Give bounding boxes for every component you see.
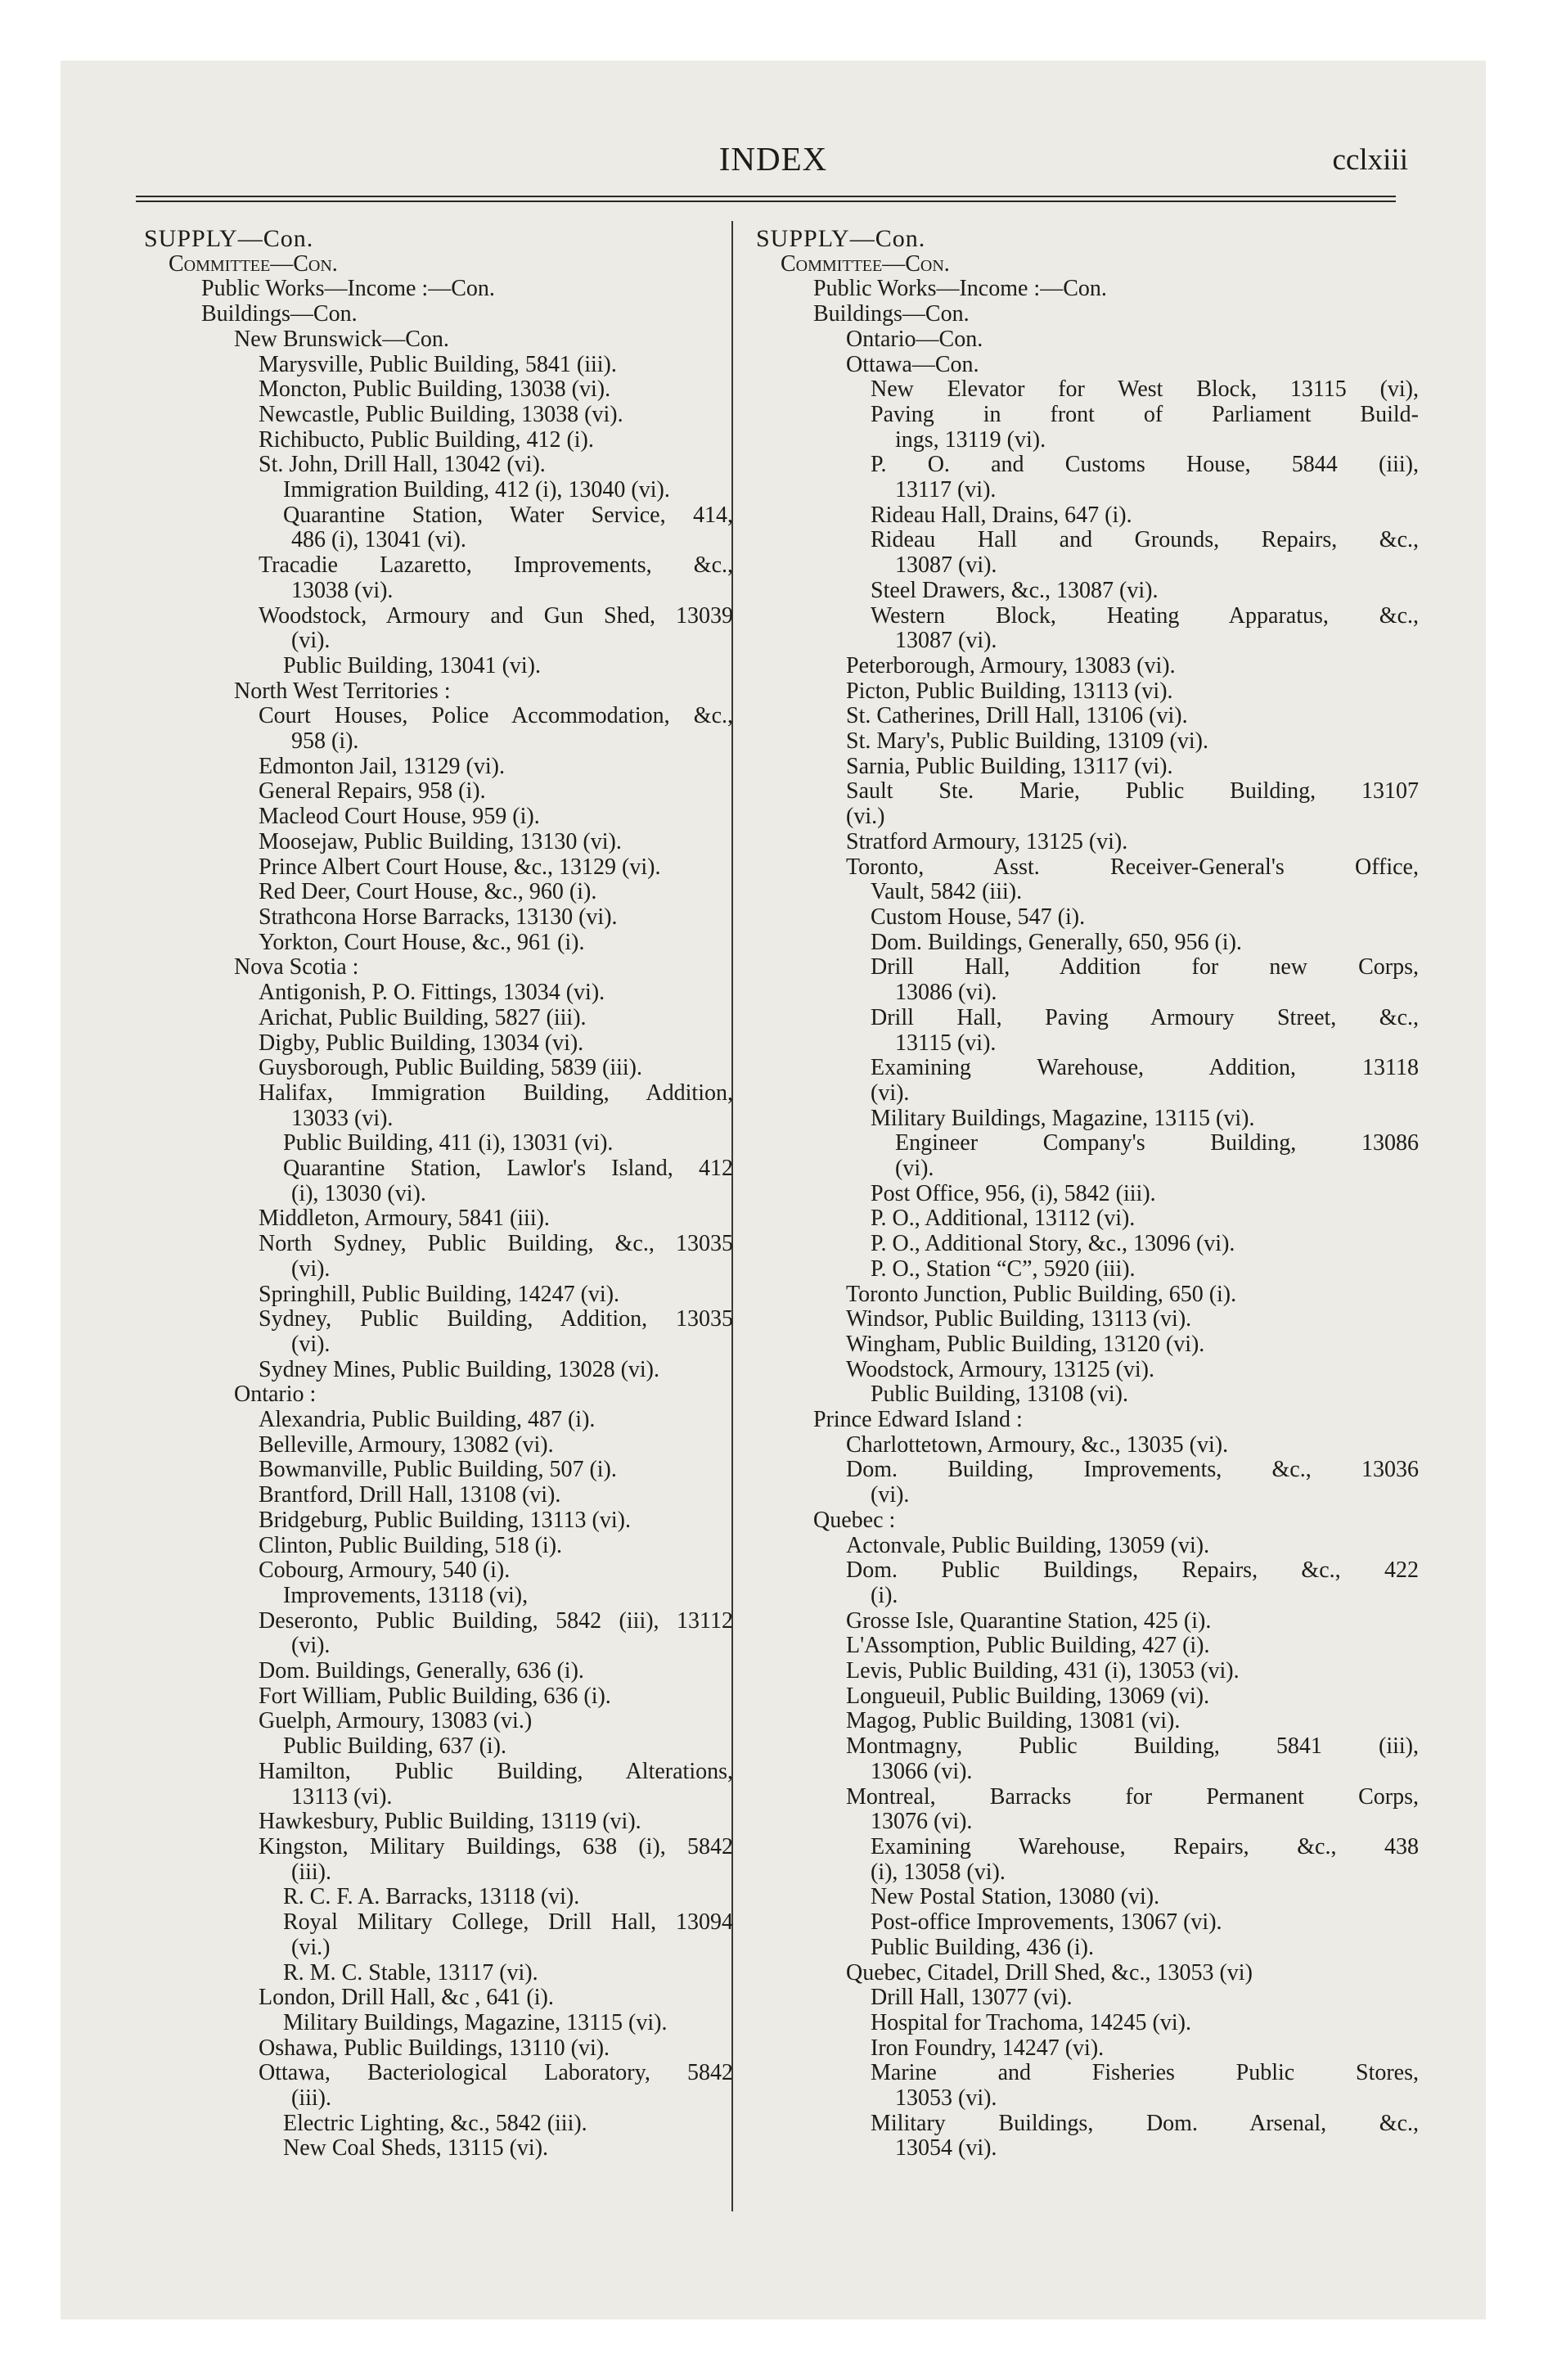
index-entry: Edmonton Jail, 13129 (vi).	[259, 753, 505, 779]
index-entry: Magog, Public Building, 13081 (vi).	[846, 1708, 1181, 1734]
index-entry: (vi).	[291, 1255, 331, 1282]
index-entry: Prince Albert Court House, &c., 13129 (vi).	[259, 854, 661, 880]
index-entry: North Sydney, Public Building, &c., 13035	[259, 1231, 733, 1257]
index-entry: Marysville, Public Building, 5841 (iii).	[259, 351, 617, 377]
index-entry: Court Houses, Police Accommodation, &c.,	[259, 703, 733, 729]
index-entry: Sarnia, Public Building, 13117 (vi).	[846, 753, 1173, 779]
index-entry: Immigration Building, 412 (i), 13040 (vi).	[283, 477, 670, 503]
index-entry: Alexandria, Public Building, 487 (i).	[259, 1407, 596, 1433]
index-entry: Brantford, Drill Hall, 13108 (vi).	[259, 1482, 561, 1508]
index-entry: Windsor, Public Building, 13113 (vi).	[846, 1306, 1192, 1332]
index-entry: Ontario :	[234, 1382, 317, 1408]
index-entry: Vault, 5842 (iii).	[871, 879, 1023, 905]
index-entry: Rideau Hall, Drains, 647 (i).	[871, 502, 1132, 528]
index-entry: Custom House, 547 (i).	[871, 904, 1086, 930]
index-entry: Cobourg, Armoury, 540 (i).	[259, 1557, 511, 1584]
index-entry: Iron Foundry, 14247 (vi).	[871, 2035, 1105, 2061]
index-entry: Peterborough, Armoury, 13083 (vi).	[846, 652, 1176, 678]
index-entry: Public Works—Income :—Con.	[813, 276, 1107, 302]
index-entry: 13087 (vi).	[895, 552, 997, 579]
index-entry: Quebec :	[813, 1507, 896, 1533]
index-entry: (vi).	[871, 1080, 910, 1106]
index-entry: Levis, Public Building, 431 (i), 13053 (vi).	[846, 1658, 1240, 1684]
index-entry: Kingston, Military Buildings, 638 (i), 5842	[259, 1834, 733, 1859]
index-entry: Buildings—Con.	[201, 301, 358, 327]
index-entry: Wingham, Public Building, 13120 (vi).	[846, 1331, 1205, 1357]
index-entry: Charlottetown, Armoury, &c., 13035 (vi).	[846, 1431, 1229, 1458]
index-entry: 13054 (vi).	[895, 2135, 997, 2161]
index-entry: Military Buildings, Magazine, 13115 (vi).	[871, 1105, 1255, 1131]
index-entry: Fort William, Public Building, 636 (i).	[259, 1683, 611, 1709]
index-entry: SUPPLY—Con.	[144, 225, 314, 252]
index-entry: Guelph, Armoury, 13083 (vi.)	[259, 1708, 533, 1734]
index-entry: North West Territories :	[234, 678, 451, 704]
index-entry: 13038 (vi).	[291, 577, 394, 603]
index-entry: (iii).	[291, 2085, 331, 2112]
index-entry: Strathcona Horse Barracks, 13130 (vi).	[259, 904, 618, 930]
index-entry: Red Deer, Court House, &c., 960 (i).	[259, 879, 597, 905]
index-entry: SUPPLY—Con.	[756, 225, 926, 252]
index-entry: (vi).	[871, 1482, 910, 1508]
index-entry: Macleod Court House, 959 (i).	[259, 804, 540, 830]
index-entry: (iii).	[291, 1859, 331, 1885]
index-entry: Halifax, Immigration Building, Addition,	[259, 1080, 733, 1106]
index-entry: R. M. C. Stable, 13117 (vi).	[283, 1959, 538, 1986]
index-entry: (i), 13058 (vi).	[871, 1859, 1006, 1885]
index-entry: Woodstock, Armoury and Gun Shed, 13039	[259, 602, 733, 629]
index-entry: Sydney, Public Building, Addition, 13035	[259, 1306, 733, 1332]
index-entry: Belleville, Armoury, 13082 (vi).	[259, 1431, 554, 1458]
index-entry: Moncton, Public Building, 13038 (vi).	[259, 376, 611, 403]
index-entry: Marine and Fisheries Public Stores,	[871, 2060, 1419, 2086]
index-entry: Bridgeburg, Public Building, 13113 (vi).	[259, 1507, 631, 1533]
index-entry: Guysborough, Public Building, 5839 (iii).	[259, 1055, 642, 1081]
index-entry: (i), 13030 (vi).	[291, 1180, 426, 1206]
index-entry: Dom. Building, Improvements, &c., 13036	[846, 1457, 1419, 1483]
index-entry: Richibucto, Public Building, 412 (i).	[259, 426, 594, 453]
index-entry: Public Building, 13041 (vi).	[283, 652, 541, 678]
index-entry: Antigonish, P. O. Fittings, 13034 (vi).	[259, 980, 605, 1006]
index-entry: (vi).	[895, 1156, 934, 1182]
index-entry: L'Assomption, Public Building, 427 (i).	[846, 1633, 1210, 1659]
index-entry: Woodstock, Armoury, 13125 (vi).	[846, 1356, 1155, 1382]
index-entry: (vi.)	[846, 804, 885, 830]
index-entry: Public Building, 13108 (vi).	[871, 1382, 1128, 1408]
index-entry: Committee—Con.	[781, 250, 950, 277]
index-entry: Nova Scotia :	[234, 954, 359, 980]
index-entry: Public Building, 637 (i).	[283, 1733, 506, 1760]
index-entry: Newcastle, Public Building, 13038 (vi).	[259, 401, 623, 427]
index-entry: P. O., Additional Story, &c., 13096 (vi).	[871, 1231, 1235, 1257]
index-entry: Stratford Armoury, 13125 (vi).	[846, 828, 1128, 854]
index-entry: St. John, Drill Hall, 13042 (vi).	[259, 452, 546, 478]
index-entry: Examining Warehouse, Repairs, &c., 438	[871, 1834, 1419, 1859]
index-entry: 13033 (vi).	[291, 1105, 394, 1131]
index-entry: Steel Drawers, &c., 13087 (vi).	[871, 577, 1159, 603]
index-entry: Military Buildings, Magazine, 13115 (vi).	[283, 2009, 668, 2035]
index-entry: Toronto Junction, Public Building, 650 (i).	[846, 1281, 1237, 1307]
index-entry: Post Office, 956, (i), 5842 (iii).	[871, 1180, 1156, 1206]
scanned-page	[61, 61, 1486, 2319]
index-entry: Ottawa, Bacteriological Laboratory, 5842	[259, 2060, 733, 2086]
index-entry: Drill Hall, Addition for new Corps,	[871, 954, 1419, 980]
index-entry: Sydney Mines, Public Building, 13028 (vi).	[259, 1356, 659, 1382]
index-entry: Buildings—Con.	[813, 301, 970, 327]
index-entry: Yorkton, Court House, &c., 961 (i).	[259, 929, 585, 955]
index-entry: Public Building, 411 (i), 13031 (vi).	[283, 1130, 614, 1156]
index-entry: Deseronto, Public Building, 5842 (iii), 13112	[259, 1607, 733, 1634]
header-rule-secondary	[136, 201, 1396, 202]
index-entry: Committee—Con.	[169, 250, 338, 277]
index-entry: Montreal, Barracks for Permanent Corps,	[846, 1783, 1419, 1810]
index-entry: 13087 (vi).	[895, 628, 997, 654]
index-entry: Engineer Company's Building, 13086	[895, 1130, 1419, 1156]
index-entry: Paving in front of Parliament Build-	[871, 401, 1419, 427]
index-entry: Public Building, 436 (i).	[871, 1934, 1094, 1960]
index-entry: Grosse Isle, Quarantine Station, 425 (i).	[846, 1607, 1212, 1634]
index-entry: 13117 (vi).	[895, 477, 997, 503]
index-entry: Dom. Public Buildings, Repairs, &c., 422	[846, 1557, 1419, 1584]
index-entry: 13113 (vi).	[291, 1783, 393, 1810]
index-entry: Quarantine Station, Water Service, 414,	[283, 502, 733, 528]
index-entry: Moosejaw, Public Building, 13130 (vi).	[259, 828, 622, 854]
index-entry: (vi.)	[291, 1934, 331, 1960]
index-entry: (i).	[871, 1582, 898, 1608]
index-entry: Rideau Hall and Grounds, Repairs, &c.,	[871, 527, 1419, 553]
header-rule	[136, 196, 1396, 197]
index-entry: Dom. Buildings, Generally, 636 (i).	[259, 1658, 584, 1684]
index-entry: Actonvale, Public Building, 13059 (vi).	[846, 1532, 1210, 1558]
index-entry: Royal Military College, Drill Hall, 13094	[283, 1909, 733, 1936]
right-column	[756, 227, 1419, 2161]
index-page	[61, 61, 1486, 2319]
index-entry: 13086 (vi).	[895, 980, 997, 1006]
index-entry: R. C. F. A. Barracks, 13118 (vi).	[283, 1884, 580, 1910]
index-entry: Prince Edward Island :	[813, 1407, 1023, 1433]
index-entry: Hamilton, Public Building, Alterations,	[259, 1758, 733, 1784]
index-entry: St. Mary's, Public Building, 13109 (vi).	[846, 728, 1208, 755]
index-entry: Drill Hall, Paving Armoury Street, &c.,	[871, 1004, 1419, 1030]
index-entry: P. O., Additional, 13112 (vi).	[871, 1206, 1136, 1232]
index-entry: Montmagny, Public Building, 5841 (iii),	[846, 1733, 1419, 1760]
index-entry: Hawkesbury, Public Building, 13119 (vi).	[259, 1809, 641, 1835]
index-entry: New Elevator for West Block, 13115 (vi),	[871, 376, 1419, 403]
index-entry: Tracadie Lazaretto, Improvements, &c.,	[259, 552, 733, 579]
index-entry: 486 (i), 13041 (vi).	[291, 527, 466, 553]
index-entry: Picton, Public Building, 13113 (vi).	[846, 678, 1173, 704]
index-entry: New Brunswick—Con.	[234, 326, 449, 352]
index-entry: Quebec, Citadel, Drill Shed, &c., 13053 (vi)	[846, 1959, 1253, 1986]
index-entry: Sault Ste. Marie, Public Building, 13107	[846, 778, 1419, 805]
page-number: cclxiii	[1332, 143, 1408, 177]
index-entry: London, Drill Hall, &c , 641 (i).	[259, 1985, 554, 2011]
index-entry: P. O. and Customs House, 5844 (iii),	[871, 452, 1419, 478]
index-entry: Ottawa—Con.	[846, 351, 979, 377]
index-entry: 13053 (vi).	[895, 2085, 997, 2112]
index-entry: Drill Hall, 13077 (vi).	[871, 1985, 1073, 2011]
index-entry: 13066 (vi).	[871, 1758, 973, 1784]
index-entry: Public Works—Income :—Con.	[201, 276, 495, 302]
index-entry: Hospital for Trachoma, 14245 (vi).	[871, 2009, 1191, 2035]
index-entry: (vi).	[291, 1633, 331, 1659]
left-column	[144, 227, 733, 2161]
index-entry: St. Catherines, Drill Hall, 13106 (vi).	[846, 703, 1188, 729]
index-entry: Springhill, Public Building, 14247 (vi).	[259, 1281, 620, 1307]
index-entry: Oshawa, Public Buildings, 13110 (vi).	[259, 2035, 610, 2061]
index-entry: Dom. Buildings, Generally, 650, 956 (i).	[871, 929, 1242, 955]
index-entry: Digby, Public Building, 13034 (vi).	[259, 1030, 584, 1056]
index-entry: Toronto, Asst. Receiver-General's Office,	[846, 854, 1419, 880]
index-entry: (vi).	[291, 628, 331, 654]
index-entry: Ontario—Con.	[846, 326, 983, 352]
index-entry: P. O., Station “C”, 5920 (iii).	[871, 1255, 1136, 1282]
index-entry: Clinton, Public Building, 518 (i).	[259, 1532, 563, 1558]
index-entry: Post-office Improvements, 13067 (vi).	[871, 1909, 1222, 1936]
index-entry: Arichat, Public Building, 5827 (iii).	[259, 1004, 587, 1030]
index-entry: ings, 13119 (vi).	[895, 426, 1046, 453]
page-title: INDEX	[718, 140, 828, 178]
index-entry: Improvements, 13118 (vi),	[283, 1582, 529, 1608]
index-entry: New Coal Sheds, 13115 (vi).	[283, 2135, 549, 2161]
index-entry: 13076 (vi).	[871, 1809, 973, 1835]
index-entry: General Repairs, 958 (i).	[259, 778, 486, 805]
index-entry: 13115 (vi).	[895, 1030, 997, 1056]
index-entry: Longueuil, Public Building, 13069 (vi).	[846, 1683, 1210, 1709]
index-entry: (vi).	[291, 1331, 331, 1357]
index-entry: Electric Lighting, &c., 5842 (iii).	[283, 2110, 587, 2136]
index-entry: New Postal Station, 13080 (vi).	[871, 1884, 1160, 1910]
index-entry: Military Buildings, Dom. Arsenal, &c.,	[871, 2110, 1419, 2136]
index-entry: Quarantine Station, Lawlor's Island, 412	[283, 1156, 733, 1182]
index-entry: Middleton, Armoury, 5841 (iii).	[259, 1206, 550, 1232]
index-entry: Examining Warehouse, Addition, 13118	[871, 1055, 1419, 1081]
index-entry: 958 (i).	[291, 728, 359, 755]
index-entry: Bowmanville, Public Building, 507 (i).	[259, 1457, 617, 1483]
index-entry: Western Block, Heating Apparatus, &c.,	[871, 602, 1419, 629]
